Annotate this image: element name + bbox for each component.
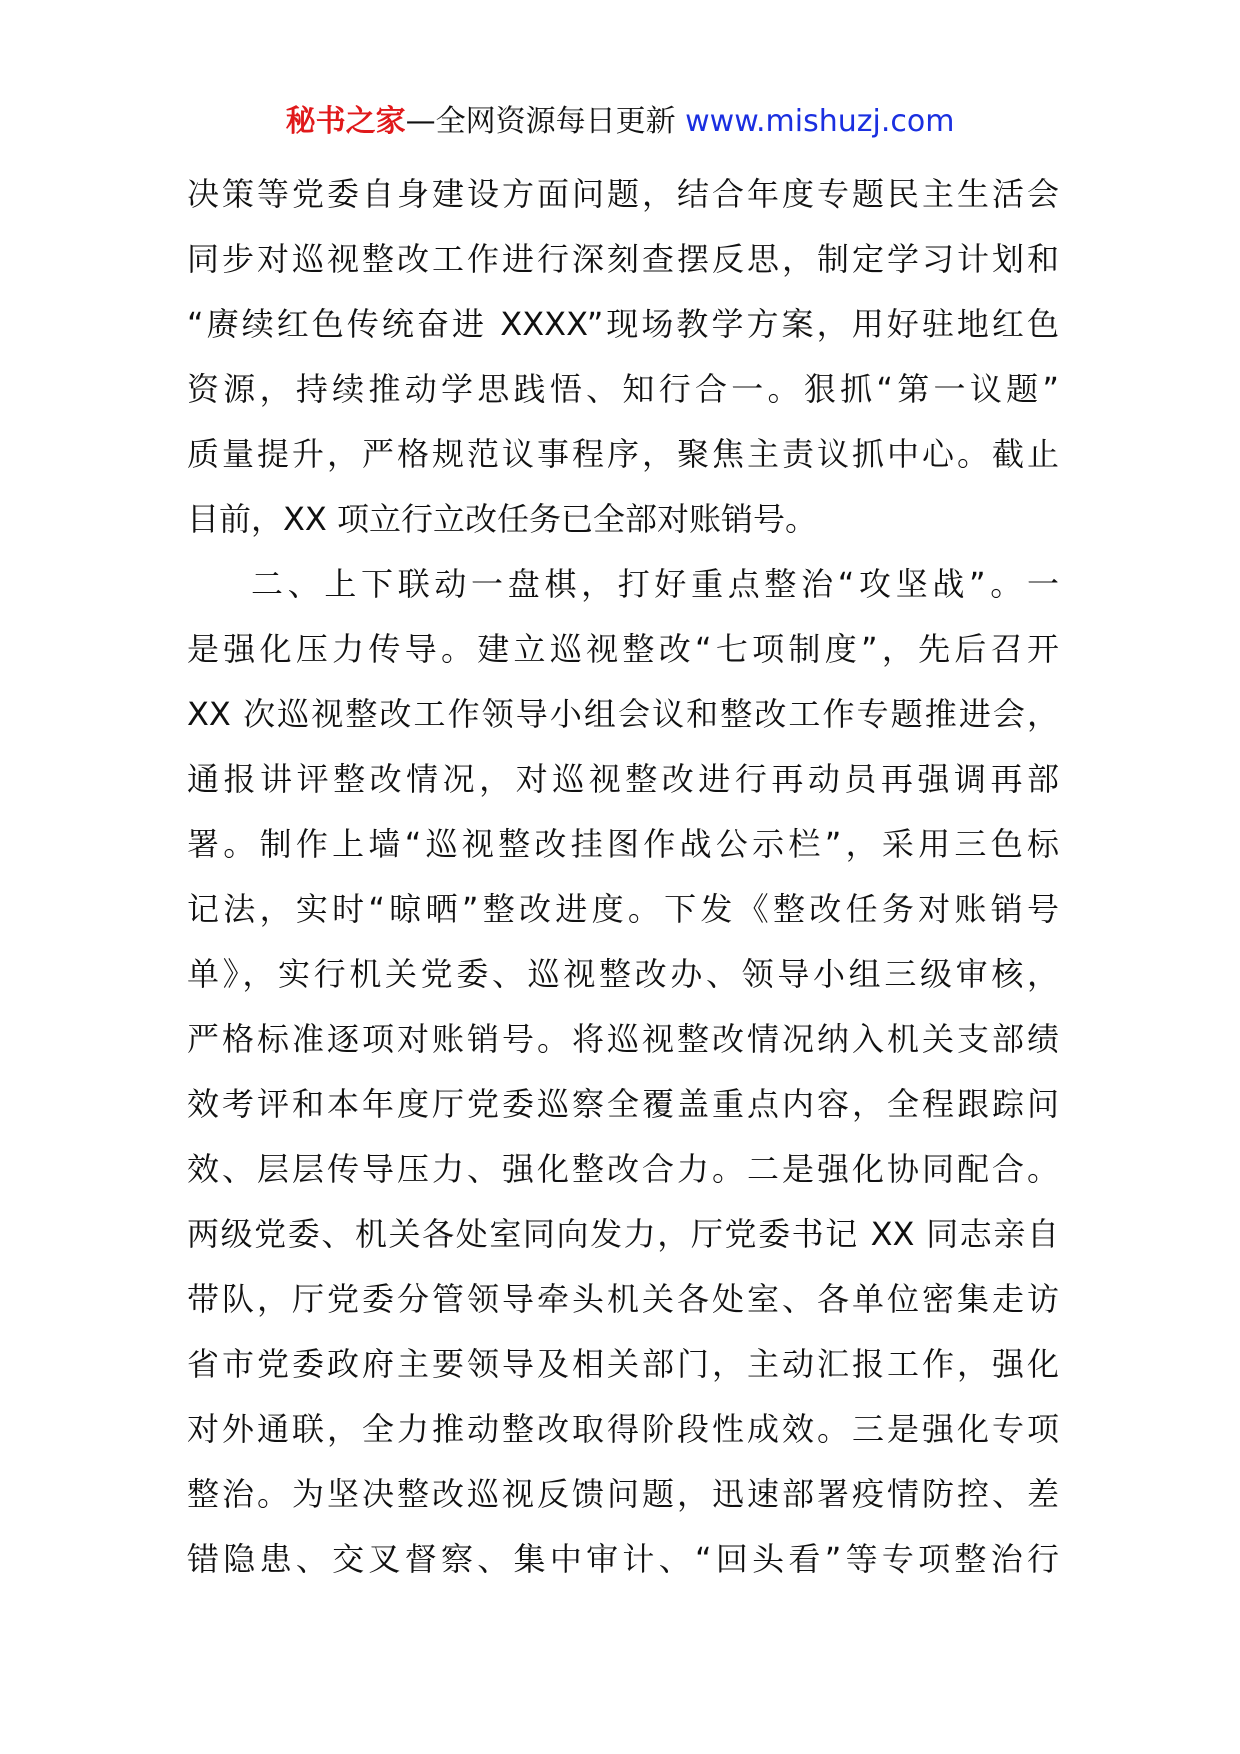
text-line: 整治。为坚决整改巡视反馈问题，迅速部署疫情防控、差 xyxy=(187,1475,1059,1513)
text-line: 两级党委、机关各处室同向发力，厅党委书记 XX 同志亲自 xyxy=(187,1215,1059,1253)
text-line: 对外通联，全力推动整改取得阶段性成效。三是强化专项 xyxy=(187,1410,1059,1448)
text-line: 同步对巡视整改工作进行深刻查摆反思，制定学习计划和 xyxy=(187,240,1059,278)
text-line: 带队，厅党委分管领导牵头机关各处室、各单位密集走访 xyxy=(187,1280,1059,1318)
paragraph-end-line: 目前，XX 项立行立改任务已全部对账销号。 xyxy=(187,500,818,538)
text-line: 效、层层传导压力、强化整改合力。二是强化协同配合。 xyxy=(187,1150,1059,1188)
document-body xyxy=(187,162,1059,1592)
text-line: 严格标准逐项对账销号。将巡视整改情况纳入机关支部绩 xyxy=(187,1020,1059,1058)
text-line: 署。制作上墙“巡视整改挂图作战公示栏”，采用三色标 xyxy=(187,825,1059,863)
text-line: 单》，实行机关党委、巡视整改办、领导小组三级审核， xyxy=(187,955,1059,993)
text-line: 资源，持续推动学思践悟、知行合一。狠抓“第一议题” xyxy=(187,370,1059,408)
text-line: 质量提升，严格规范议事程序，聚焦主责议抓中心。截止 xyxy=(187,435,1059,473)
text-line: 省市党委政府主要领导及相关部门，主动汇报工作，强化 xyxy=(187,1345,1059,1383)
text-line: 决策等党委自身建设方面问题，结合年度专题民主生活会 xyxy=(187,175,1059,213)
text-line: XX 次巡视整改工作领导小组会议和整改工作专题推进会， xyxy=(187,695,1059,733)
website-link[interactable]: www.mishuzj.com xyxy=(685,104,955,139)
brand-name: 秘书之家 xyxy=(285,104,406,139)
header-tagline: —全网资源每日更新 xyxy=(405,104,686,139)
text-line: 效考评和本年度厅党委巡察全覆盖重点内容，全程跟踪问 xyxy=(187,1085,1059,1123)
section-heading-line: 二、上下联动一盘棋，打好重点整治“攻坚战”。一 xyxy=(251,565,1059,603)
text-line: 记法，实时“晾晒”整改进度。下发《整改任务对账销号 xyxy=(187,890,1059,928)
text-line: “赓续红色传统奋进 XXXX”现场教学方案，用好驻地红色 xyxy=(187,305,1059,343)
text-line: 通报讲评整改情况，对巡视整改进行再动员再强调再部 xyxy=(187,760,1059,798)
text-line: 是强化压力传导。建立巡视整改“七项制度”，先后召开 xyxy=(187,630,1059,668)
page-header xyxy=(0,98,1240,146)
text-line: 错隐患、交叉督察、集中审计、“回头看”等专项整治行 xyxy=(187,1540,1059,1578)
